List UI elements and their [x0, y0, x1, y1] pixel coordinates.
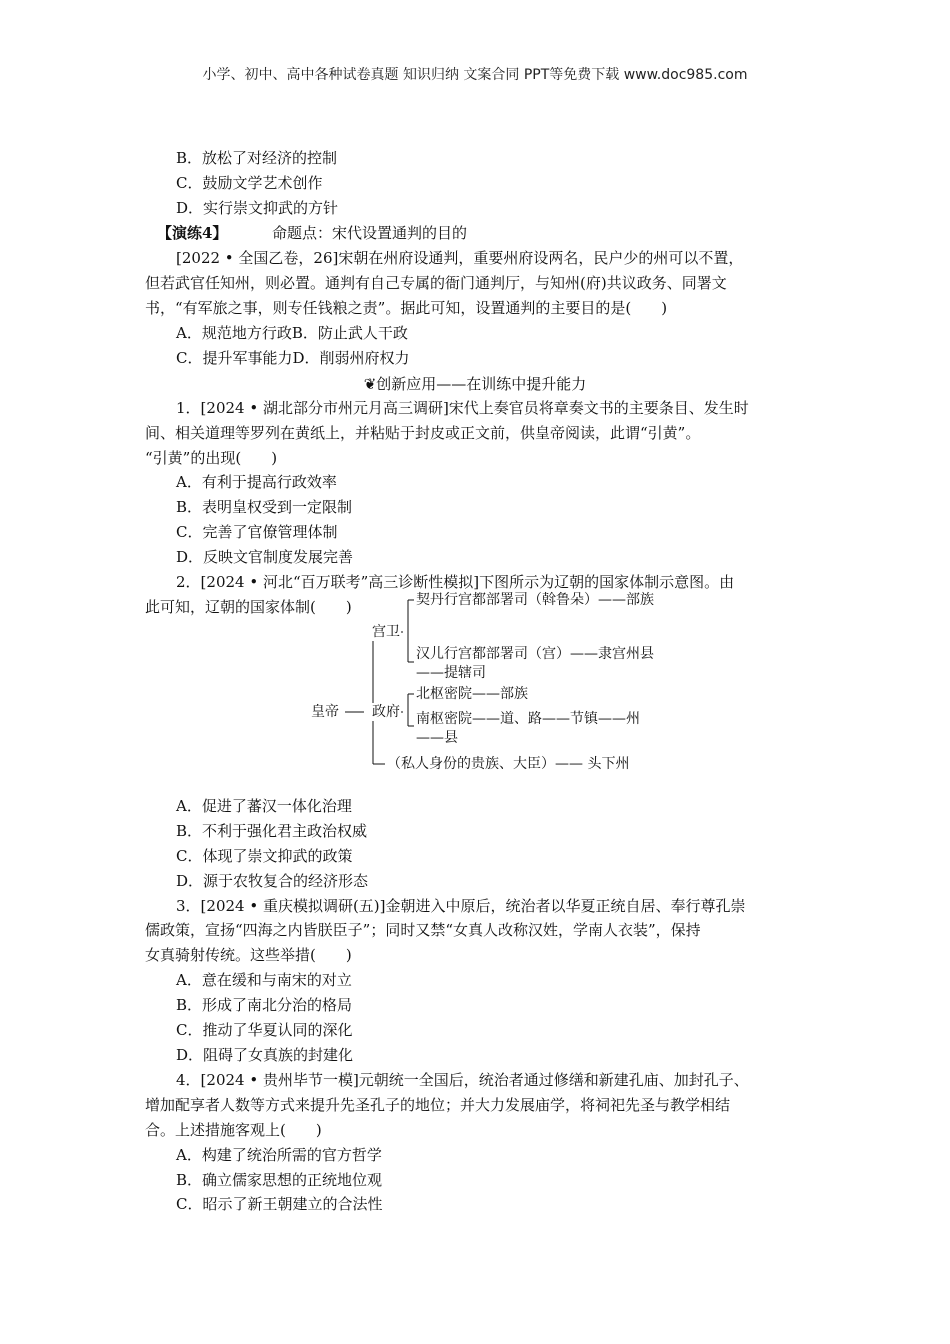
section-heading	[0, 374, 950, 394]
question-1-option-c: C．完善了官僚管理体制	[176, 523, 338, 541]
question-3-stem: 3．[2024 • 重庆模拟调研(五)]金朝进入中原后，统治者以华夏正统自居、奉行尊孔崇	[176, 897, 746, 915]
question-2-stem: 2．[2024 • 河北“百万联考”高三诊断性模拟]下图所示为辽朝的国家体制示意图。由	[176, 573, 735, 591]
drill-stem-line: 但若武官任知州，则必置。通判有自己专属的衙门通判厅，与知州(府)共议政务、同署文	[145, 274, 727, 292]
section-title: 创新应用——在训练中提升能力	[376, 375, 587, 393]
question-2-option-d: D．源于农牧复合的经济形态	[176, 872, 369, 890]
leaf-icon: ❦	[363, 375, 377, 393]
diagram-palace-guard: 宫卫	[372, 624, 400, 640]
diagram-south-cont: ——县	[416, 730, 458, 746]
question-1-stem: 间、相关道理等罗列在黄纸上，并粘贴于封皮或正文前，供皇帝阅读，此谓“引黄”。	[145, 424, 701, 442]
question-4-stem: 合。上述措施客观上( )	[145, 1121, 322, 1139]
question-3-stem: 女真骑射传统。这些举措( )	[145, 946, 352, 964]
question-1-option-a: A．有利于提高行政效率	[176, 473, 337, 491]
option-d: D．实行崇文抑武的方针	[176, 199, 339, 217]
question-1-option-b: B．表明皇权受到一定限制	[176, 498, 353, 516]
drill-stem-line: [2022 • 全国乙卷，26]宋朝在州府设通判，重要州府设两名，民户少的州可以不置，	[176, 249, 744, 267]
question-3-option-a: A．意在缓和与南宋的对立	[176, 971, 352, 989]
option-c: C．鼓励文学艺术创作	[176, 174, 323, 192]
drill-option-row: A．规范地方行政B．防止武人干政	[176, 324, 408, 342]
drill-stem-line: 书，“有军旅之事，则专任钱粮之责”。据此可知，设置通判的主要目的是( )	[145, 299, 668, 317]
question-2-stem: 此可知，辽朝的国家体制( )	[145, 598, 352, 616]
question-3-option-c: C．推动了华夏认同的深化	[176, 1021, 353, 1039]
question-4-option-b: B．确立儒家思想的正统地位观	[176, 1171, 383, 1189]
diagram-north: 北枢密院——部族	[416, 686, 528, 702]
question-1-option-d: D．反映文官制度发展完善	[176, 548, 354, 566]
diagram-south: 南枢密院——道、路——节镇——州	[416, 711, 640, 727]
drill-topic: 命题点：宋代设置通判的目的	[272, 224, 468, 242]
drill-tag: 【演练4】	[157, 224, 228, 242]
question-2-option-c: C．体现了崇文抑武的政策	[176, 847, 353, 865]
diagram-emperor: 皇帝	[311, 704, 339, 720]
question-4-option-c: C．昭示了新王朝建立的合法性	[176, 1195, 383, 1213]
diagram-khitan-palace: 契丹行宫都部署司（斡鲁朵）——部族	[416, 592, 654, 608]
diagram-han-palace: 汉儿行宫都部署司（宫）——隶宫州县	[416, 646, 654, 662]
question-3-option-d: D．阻碍了女真族的封建化	[176, 1046, 354, 1064]
question-3-option-b: B．形成了南北分治的格局	[176, 996, 353, 1014]
question-2-option-a: A．促进了蕃汉一体化治理	[176, 797, 352, 815]
drill-option-row: C．提升军事能力D．削弱州府权力	[176, 349, 410, 367]
question-2-option-b: B．不利于强化君主政治权威	[176, 822, 368, 840]
question-3-stem: 儒政策，宣扬“四海之内皆朕臣子”；同时又禁“女真人改称汉姓，学南人衣装”，保持	[145, 921, 701, 939]
question-4-option-a: A．构建了统治所需的官方哲学	[176, 1146, 382, 1164]
question-1-stem: “引黄”的出现( )	[145, 449, 278, 467]
diagram-private: （私人身份的贵族、大臣）—— 头下州	[387, 756, 630, 772]
question-1-stem: 1．[2024 • 湖北部分市州元月高三调研]宋代上奏官员将章奏文书的主要条目、发生时	[176, 399, 749, 417]
option-b: B．放松了对经济的控制	[176, 149, 338, 167]
question-4-stem: 增加配享者人数等方式来提升先圣孔子的地位；并大力发展庙学，将祠祀先圣与教学相结	[145, 1096, 731, 1114]
question-4-stem: 4．[2024 • 贵州毕节一模]元朝统一全国后，统治者通过修缮和新建孔庙、加封孔子、	[176, 1071, 749, 1089]
diagram-government: 政府	[372, 704, 400, 720]
diagram-han-palace-cont: ——提辖司	[416, 665, 486, 681]
page-header: 小学、初中、高中各种试卷真题 知识归纳 文案合同 PPT等免费下载 www.doc985.com	[202, 67, 748, 83]
